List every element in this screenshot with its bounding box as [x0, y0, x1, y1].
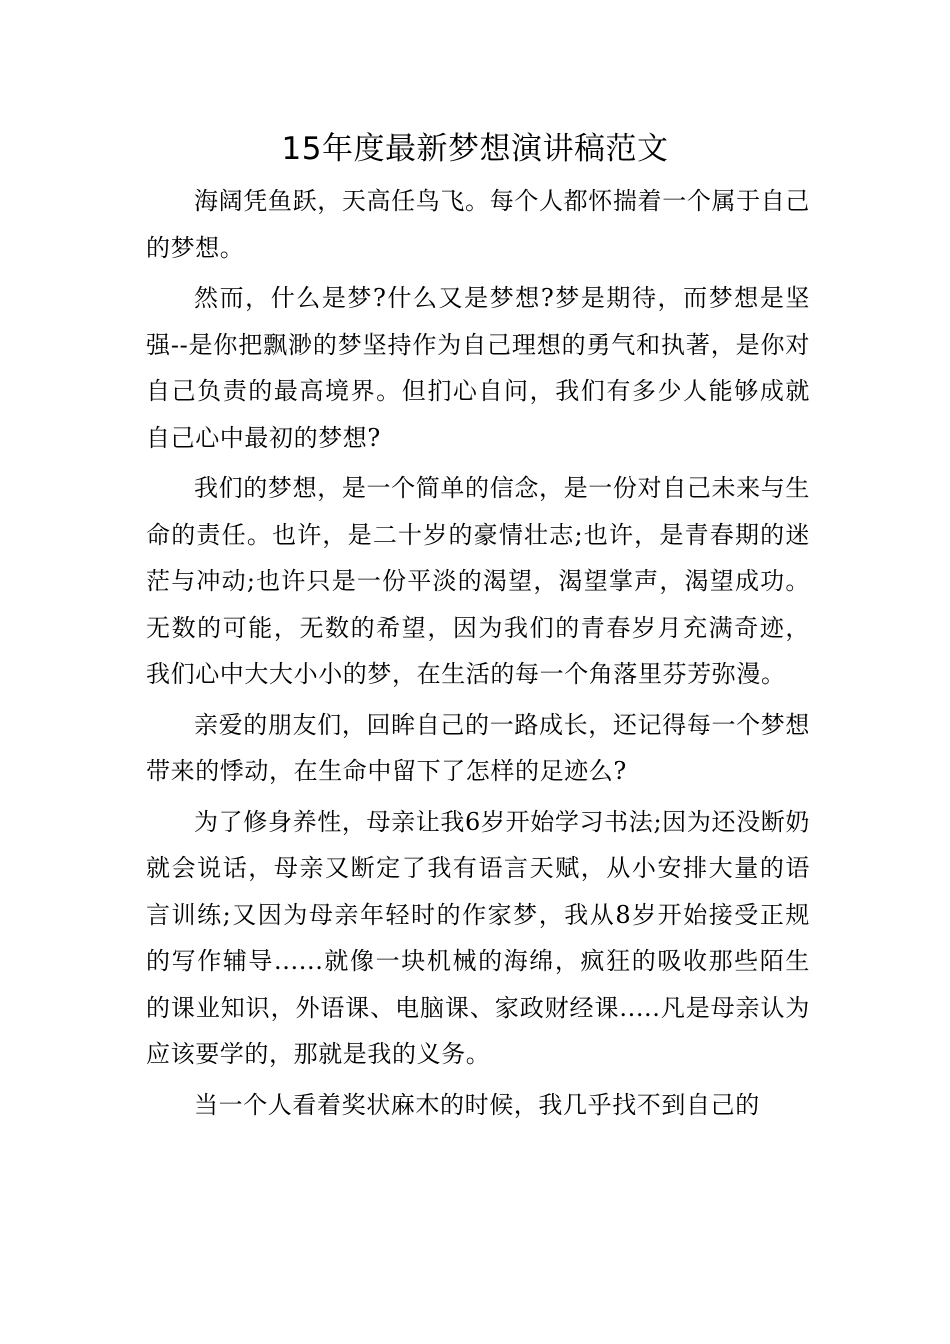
paragraph-1: 海阔凭鱼跃，天高任鸟飞。每个人都怀揣着一个属于自己的梦想。: [146, 187, 810, 262]
document-body: [146, 178, 810, 1132]
paragraph-5: 为了修身养性，母亲让我6岁开始学习书法;因为还没断奶就会说话，母亲又断定了我有语言天赋，从小安排大量的语言训练;又因为母亲年轻时的作家梦，我从8岁开始接受正规的写作辅导......就像一块机械的海绵，疯狂的吸收那些陌生的课业知识，外语课、电脑课、家政财经课.....凡是母亲认为应该要学的，那就是我的义务。: [146, 807, 810, 1068]
paragraph-4: 亲爱的朋友们，回眸自己的一路成长，还记得每一个梦想带来的悸动，在生命中留下了怎样的足迹么?: [146, 710, 810, 785]
document-title: 15年度最新梦想演讲稿范文: [281, 131, 669, 167]
paragraph-2: 然而，什么是梦?什么又是梦想?梦是期待，而梦想是坚强--是你把飘渺的梦坚持作为自己理想的勇气和执著，是你对自己负责的最高境界。但扪心自问，我们有多少人能够成就自己心中最初的梦想?: [146, 284, 810, 452]
paragraph-3: 我们的梦想，是一个简单的信念，是一份对自己未来与生命的责任。也许，是二十岁的豪情壮志;也许，是青春期的迷茫与冲动;也许只是一份平淡的渴望，渴望掌声，渴望成功。无数的可能，无数的希望，因为我们的青春岁月充满奇迹，我们心中大大小小的梦，在生活的每一个角落里芬芳弥漫。: [146, 474, 810, 688]
paragraph-6: 当一个人看着奖状麻木的时候，我几乎找不到自己的: [194, 1090, 760, 1119]
